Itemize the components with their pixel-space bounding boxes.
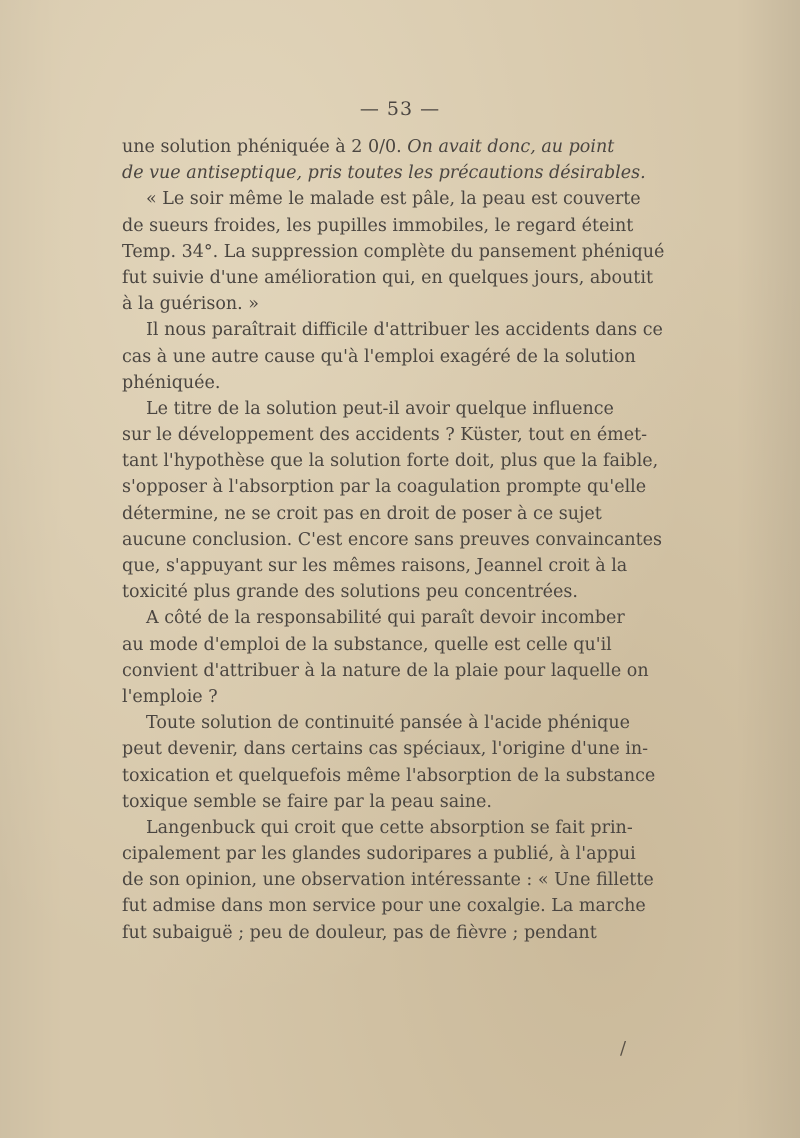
text-line <box>122 186 641 212</box>
text-line-content: tant l'hypothèse que la solution forte doit, plus que la faible, <box>122 451 659 472</box>
text-line-content: peut devenir, dans certains cas spéciaux, l'origine d'une in- <box>122 739 649 760</box>
text-line <box>122 632 612 658</box>
text-line <box>122 815 633 841</box>
text-line-content: que, s'appuyant sur les mêmes raisons, Jeannel croit à la <box>122 556 628 576</box>
text-line <box>122 841 636 867</box>
text-line-content: fut admise dans mon service pour une coxalgie. La marche <box>122 896 646 917</box>
text-line-content: sur le développement des accidents ? Küster, tout en émet- <box>122 425 648 446</box>
text-line <box>122 605 625 631</box>
text-line <box>122 789 562 815</box>
text-line <box>122 920 597 946</box>
text-line <box>122 579 578 605</box>
text-line <box>122 527 663 553</box>
text-line-content: Il nous paraîtrait difficile d'attribuer les accidents dans ce <box>146 320 663 341</box>
text-line-content: fut subaiguë ; peu de douleur, pas de fièvre ; pendant <box>122 922 597 943</box>
text-line <box>122 265 653 291</box>
text-line-content: détermine, ne se croit pas en droit de poser à ce sujet <box>122 503 602 524</box>
text-line <box>122 553 628 579</box>
text-line-content: l'emploie ? <box>122 686 218 707</box>
text-line <box>122 344 636 370</box>
text-line-content: aucune conclusion. C'est encore sans preuves convaincantes <box>122 529 663 550</box>
text-line-content: cipalement par les glandes sudoripares a publié, à l'appui <box>122 844 636 865</box>
body-text <box>122 134 665 946</box>
text-line <box>122 160 646 186</box>
text-line-content: Le titre de la solution peut-il avoir quelque influence <box>146 398 614 419</box>
text-line-content: cas à une autre cause qu'à l'emploi exagéré de la solution <box>122 346 636 367</box>
text-line-content: de son opinion, une observation intéressante : « Une fillette <box>122 870 654 891</box>
text-line <box>122 710 630 736</box>
text-line <box>122 763 656 789</box>
text-line-content: phéniquée. <box>122 372 221 393</box>
text-line-content: Langenbuck qui croit que cette absorption se fait prin- <box>146 817 633 838</box>
page-number: — 53 — <box>359 98 441 120</box>
text-line-content: à la guérison. » <box>122 294 260 315</box>
text-line-content: de sueurs froides, les pupilles immobiles, le regard éteint <box>122 215 634 236</box>
text-line <box>122 396 614 422</box>
text-line <box>122 501 602 527</box>
text-line-content: au mode d'emploi de la substance, quelle est celle qu'il <box>122 634 612 655</box>
text-line-content: toxication et quelquefois même l'absorption de la substance <box>122 765 656 786</box>
text-line-content: Temp. 34°. La suppression complète du pansement phéniqué <box>122 241 665 262</box>
text-line-content: toxicité plus grande des solutions peu concentrées. <box>122 582 578 603</box>
text-line-content: s'opposer à l'absorption par la coagulation prompte qu'elle <box>122 477 647 498</box>
text-line-content: convient d'attribuer à la nature de la plaie pour laquelle on <box>122 660 649 681</box>
text-line <box>122 317 663 343</box>
text-line <box>122 448 659 474</box>
text-line-content: Toute solution de continuité pansée à l'acide phénique <box>146 713 630 734</box>
text-line-content: « Le soir même le malade est pâle, la peau est couverte <box>146 189 641 210</box>
text-line <box>122 134 615 160</box>
text-line-content: fut suivie d'une amélioration qui, en quelques jours, aboutit <box>122 267 653 288</box>
stray-mark: / <box>620 1038 627 1059</box>
text-line <box>122 213 634 239</box>
text-line <box>122 370 562 396</box>
text-line-content: une solution phéniquée à 2 0/0. <box>122 137 408 157</box>
text-line-content: A côté de la responsabilité qui paraît devoir incomber <box>146 608 625 629</box>
text-line <box>122 736 649 762</box>
italic-text: On avait donc, au point <box>407 137 615 157</box>
text-line <box>122 291 562 317</box>
text-line-content: toxique semble se faire par la peau saine. <box>122 791 492 812</box>
text-line <box>122 867 654 893</box>
text-line <box>122 239 665 265</box>
text-line <box>122 893 646 919</box>
text-line <box>122 422 648 448</box>
text-line <box>122 684 562 710</box>
text-line <box>122 658 649 684</box>
text-line <box>122 474 647 500</box>
italic-text: de vue antiseptique, pris toutes les précautions désirables. <box>122 163 646 184</box>
